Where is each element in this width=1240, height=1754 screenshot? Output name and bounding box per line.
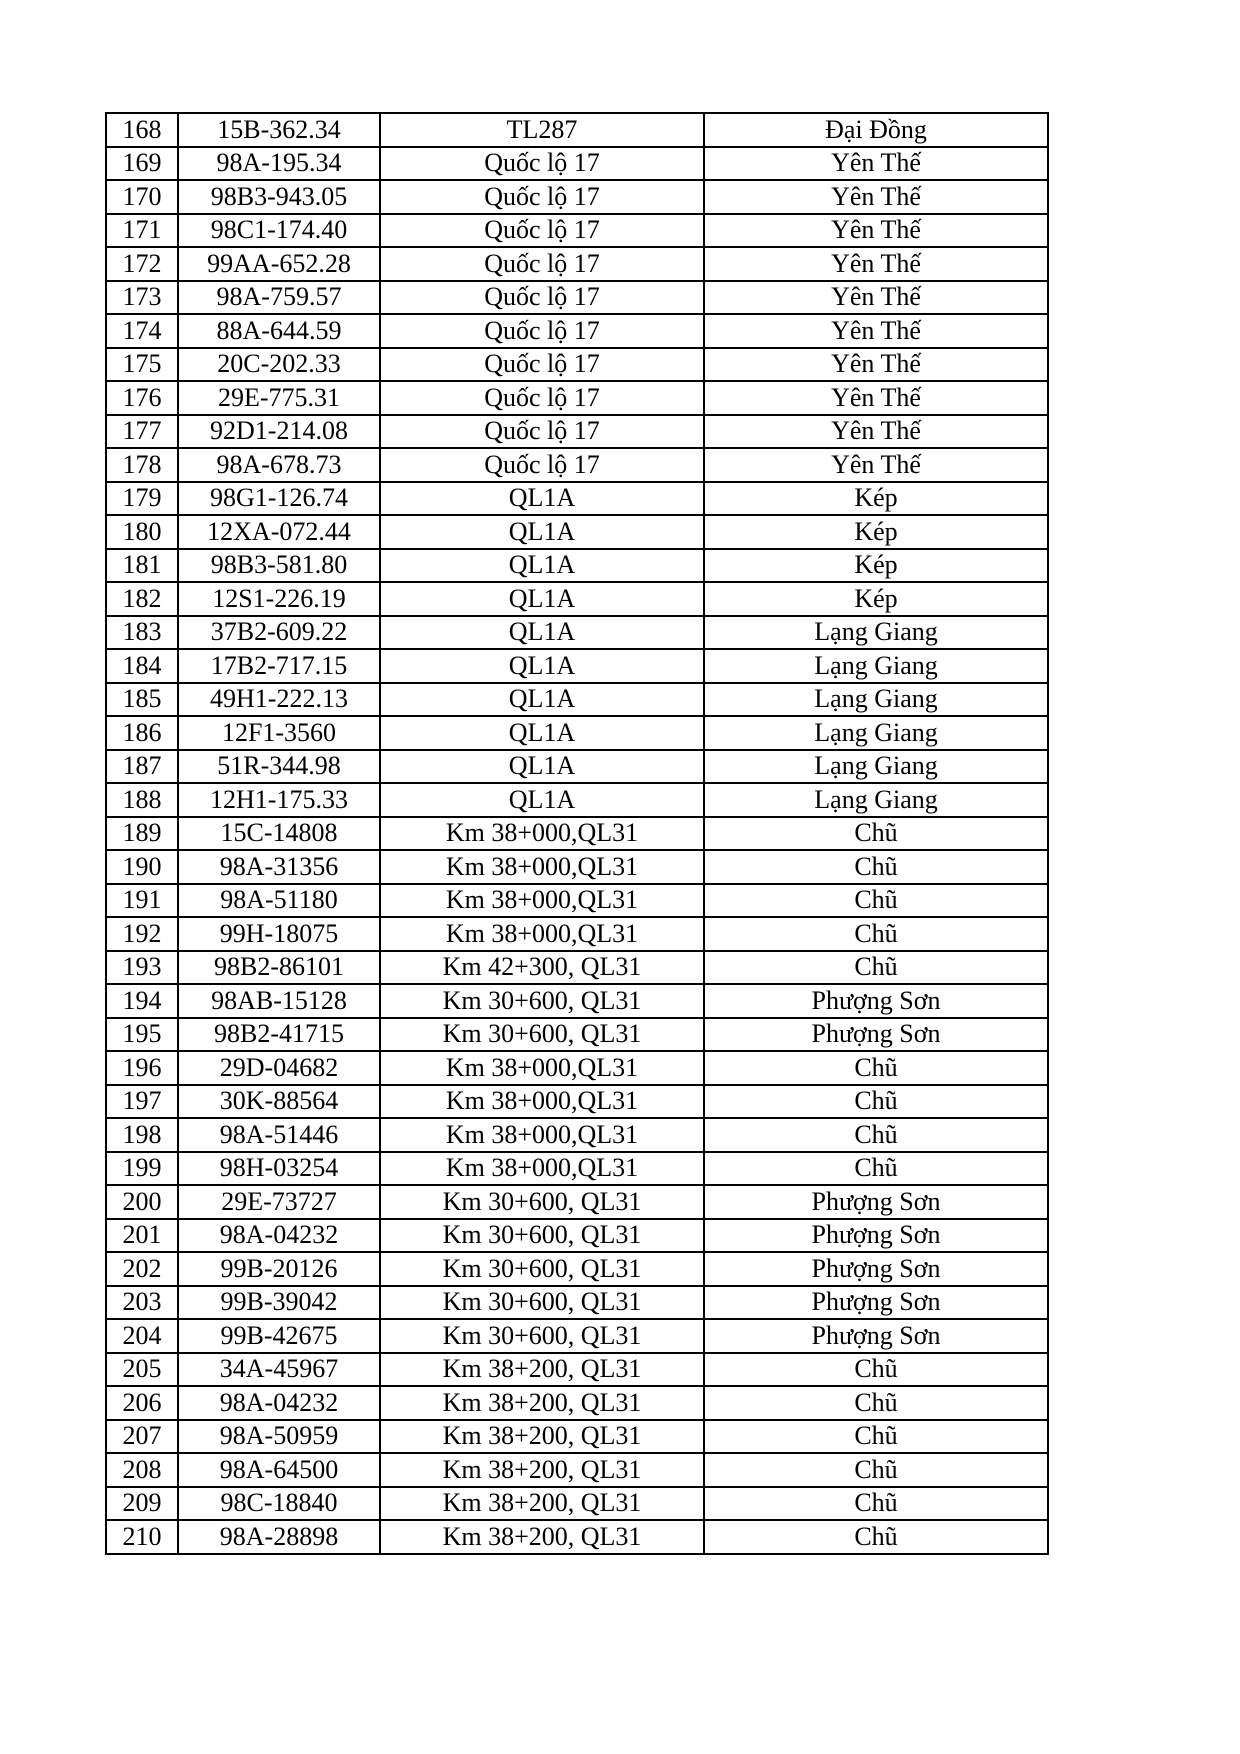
table-row	[106, 649, 1048, 683]
license-plate-cell: 98A-50959	[178, 1420, 380, 1454]
location-cell: Quốc lộ 17	[380, 381, 704, 415]
row-number-cell: 168	[106, 113, 178, 147]
table-row	[106, 1319, 1048, 1353]
area-cell: Chũ	[704, 1420, 1048, 1454]
license-plate-cell: 98A-195.34	[178, 147, 380, 181]
row-number-cell: 195	[106, 1018, 178, 1052]
area-cell: Yên Thế	[704, 214, 1048, 248]
area-cell: Chũ	[704, 917, 1048, 951]
area-cell: Lạng Giang	[704, 649, 1048, 683]
location-cell: QL1A	[380, 582, 704, 616]
table-row	[106, 917, 1048, 951]
row-number-cell: 207	[106, 1420, 178, 1454]
row-number-cell: 169	[106, 147, 178, 181]
license-plate-cell: 98G1-126.74	[178, 482, 380, 516]
license-plate-cell: 37B2-609.22	[178, 616, 380, 650]
table-row	[106, 381, 1048, 415]
area-cell: Lạng Giang	[704, 616, 1048, 650]
area-cell: Kép	[704, 549, 1048, 583]
row-number-cell: 205	[106, 1353, 178, 1387]
area-cell: Chũ	[704, 884, 1048, 918]
location-cell: QL1A	[380, 683, 704, 717]
location-cell: Km 38+000,QL31	[380, 817, 704, 851]
location-cell: Km 30+600, QL31	[380, 1185, 704, 1219]
area-cell: Yên Thế	[704, 381, 1048, 415]
area-cell: Lạng Giang	[704, 783, 1048, 817]
area-cell: Chũ	[704, 1051, 1048, 1085]
table-row	[106, 817, 1048, 851]
table-row	[106, 482, 1048, 516]
license-plate-cell: 98H-03254	[178, 1152, 380, 1186]
license-plate-cell: 51R-344.98	[178, 750, 380, 784]
area-cell: Chũ	[704, 850, 1048, 884]
license-plate-cell: 29E-775.31	[178, 381, 380, 415]
license-plate-cell: 15B-362.34	[178, 113, 380, 147]
area-cell: Yên Thế	[704, 147, 1048, 181]
table-row	[106, 147, 1048, 181]
location-cell: Km 38+000,QL31	[380, 1152, 704, 1186]
license-plate-cell: 20C-202.33	[178, 348, 380, 382]
row-number-cell: 189	[106, 817, 178, 851]
license-plate-cell: 17B2-717.15	[178, 649, 380, 683]
license-plate-cell: 98A-51446	[178, 1118, 380, 1152]
row-number-cell: 184	[106, 649, 178, 683]
area-cell: Yên Thế	[704, 314, 1048, 348]
table-row	[106, 1487, 1048, 1521]
row-number-cell: 192	[106, 917, 178, 951]
license-plate-cell: 29E-73727	[178, 1185, 380, 1219]
location-cell: Km 30+600, QL31	[380, 1018, 704, 1052]
vehicle-records-table	[105, 112, 1049, 1555]
row-number-cell: 187	[106, 750, 178, 784]
area-cell: Phượng Sơn	[704, 1319, 1048, 1353]
location-cell: Km 38+200, QL31	[380, 1520, 704, 1554]
area-cell: Kép	[704, 515, 1048, 549]
license-plate-cell: 88A-644.59	[178, 314, 380, 348]
row-number-cell: 180	[106, 515, 178, 549]
license-plate-cell: 99AA-652.28	[178, 247, 380, 281]
area-cell: Phượng Sơn	[704, 1219, 1048, 1253]
table-row	[106, 415, 1048, 449]
location-cell: Km 38+200, QL31	[380, 1487, 704, 1521]
row-number-cell: 209	[106, 1487, 178, 1521]
license-plate-cell: 98A-31356	[178, 850, 380, 884]
location-cell: QL1A	[380, 750, 704, 784]
row-number-cell: 197	[106, 1085, 178, 1119]
row-number-cell: 199	[106, 1152, 178, 1186]
location-cell: Km 38+000,QL31	[380, 1085, 704, 1119]
license-plate-cell: 98B2-86101	[178, 951, 380, 985]
area-cell: Kép	[704, 482, 1048, 516]
row-number-cell: 188	[106, 783, 178, 817]
location-cell: Quốc lộ 17	[380, 348, 704, 382]
location-cell: Km 38+200, QL31	[380, 1420, 704, 1454]
row-number-cell: 200	[106, 1185, 178, 1219]
area-cell: Yên Thế	[704, 247, 1048, 281]
location-cell: Quốc lộ 17	[380, 281, 704, 315]
table-row	[106, 348, 1048, 382]
table-row	[106, 783, 1048, 817]
location-cell: QL1A	[380, 716, 704, 750]
license-plate-cell: 49H1-222.13	[178, 683, 380, 717]
row-number-cell: 201	[106, 1219, 178, 1253]
location-cell: Km 38+000,QL31	[380, 884, 704, 918]
location-cell: Km 30+600, QL31	[380, 1319, 704, 1353]
table-row	[106, 716, 1048, 750]
row-number-cell: 186	[106, 716, 178, 750]
license-plate-cell: 98C1-174.40	[178, 214, 380, 248]
table-row	[106, 247, 1048, 281]
license-plate-cell: 99B-20126	[178, 1252, 380, 1286]
table-row	[106, 113, 1048, 147]
table-row	[106, 1252, 1048, 1286]
table-row	[106, 850, 1048, 884]
license-plate-cell: 12XA-072.44	[178, 515, 380, 549]
row-number-cell: 177	[106, 415, 178, 449]
row-number-cell: 175	[106, 348, 178, 382]
location-cell: QL1A	[380, 649, 704, 683]
table-row	[106, 951, 1048, 985]
row-number-cell: 178	[106, 448, 178, 482]
license-plate-cell: 29D-04682	[178, 1051, 380, 1085]
row-number-cell: 193	[106, 951, 178, 985]
row-number-cell: 171	[106, 214, 178, 248]
area-cell: Chũ	[704, 1520, 1048, 1554]
license-plate-cell: 98A-04232	[178, 1386, 380, 1420]
row-number-cell: 196	[106, 1051, 178, 1085]
location-cell: Quốc lộ 17	[380, 448, 704, 482]
area-cell: Phượng Sơn	[704, 1252, 1048, 1286]
license-plate-cell: 15C-14808	[178, 817, 380, 851]
table-row	[106, 1018, 1048, 1052]
table-row	[106, 448, 1048, 482]
license-plate-cell: 98B3-943.05	[178, 180, 380, 214]
area-cell: Lạng Giang	[704, 716, 1048, 750]
license-plate-cell: 98A-64500	[178, 1453, 380, 1487]
table-row	[106, 1386, 1048, 1420]
license-plate-cell: 92D1-214.08	[178, 415, 380, 449]
row-number-cell: 174	[106, 314, 178, 348]
table-row	[106, 1353, 1048, 1387]
license-plate-cell: 12H1-175.33	[178, 783, 380, 817]
location-cell: QL1A	[380, 549, 704, 583]
area-cell: Yên Thế	[704, 348, 1048, 382]
table-row	[106, 1286, 1048, 1320]
license-plate-cell: 98B2-41715	[178, 1018, 380, 1052]
area-cell: Phượng Sơn	[704, 1286, 1048, 1320]
table-row	[106, 1520, 1048, 1554]
table-row	[106, 1219, 1048, 1253]
location-cell: Quốc lộ 17	[380, 214, 704, 248]
area-cell: Lạng Giang	[704, 683, 1048, 717]
area-cell: Lạng Giang	[704, 750, 1048, 784]
row-number-cell: 210	[106, 1520, 178, 1554]
location-cell: Km 38+200, QL31	[380, 1353, 704, 1387]
area-cell: Yên Thế	[704, 448, 1048, 482]
area-cell: Chũ	[704, 1386, 1048, 1420]
area-cell: Phượng Sơn	[704, 984, 1048, 1018]
row-number-cell: 203	[106, 1286, 178, 1320]
license-plate-cell: 99B-39042	[178, 1286, 380, 1320]
area-cell: Kép	[704, 582, 1048, 616]
location-cell: Km 30+600, QL31	[380, 1286, 704, 1320]
records-table-body	[106, 113, 1048, 1554]
area-cell: Chũ	[704, 1353, 1048, 1387]
location-cell: Km 38+200, QL31	[380, 1453, 704, 1487]
table-row	[106, 281, 1048, 315]
license-plate-cell: 98B3-581.80	[178, 549, 380, 583]
location-cell: Quốc lộ 17	[380, 147, 704, 181]
location-cell: QL1A	[380, 515, 704, 549]
area-cell: Chũ	[704, 951, 1048, 985]
row-number-cell: 181	[106, 549, 178, 583]
license-plate-cell: 99H-18075	[178, 917, 380, 951]
location-cell: Km 38+000,QL31	[380, 1051, 704, 1085]
location-cell: Km 38+200, QL31	[380, 1386, 704, 1420]
row-number-cell: 202	[106, 1252, 178, 1286]
row-number-cell: 191	[106, 884, 178, 918]
license-plate-cell: 98AB-15128	[178, 984, 380, 1018]
row-number-cell: 208	[106, 1453, 178, 1487]
table-row	[106, 884, 1048, 918]
area-cell: Chũ	[704, 1152, 1048, 1186]
location-cell: Km 38+000,QL31	[380, 850, 704, 884]
row-number-cell: 206	[106, 1386, 178, 1420]
table-row	[106, 1185, 1048, 1219]
license-plate-cell: 98A-28898	[178, 1520, 380, 1554]
license-plate-cell: 98A-678.73	[178, 448, 380, 482]
area-cell: Phượng Sơn	[704, 1185, 1048, 1219]
row-number-cell: 183	[106, 616, 178, 650]
license-plate-cell: 30K-88564	[178, 1085, 380, 1119]
location-cell: Quốc lộ 17	[380, 247, 704, 281]
table-row	[106, 1453, 1048, 1487]
location-cell: Quốc lộ 17	[380, 180, 704, 214]
area-cell: Yên Thế	[704, 180, 1048, 214]
table-row	[106, 549, 1048, 583]
license-plate-cell: 98A-04232	[178, 1219, 380, 1253]
license-plate-cell: 98C-18840	[178, 1487, 380, 1521]
area-cell: Yên Thế	[704, 281, 1048, 315]
table-row	[106, 616, 1048, 650]
location-cell: Km 38+000,QL31	[380, 917, 704, 951]
area-cell: Yên Thế	[704, 415, 1048, 449]
location-cell: Km 30+600, QL31	[380, 984, 704, 1018]
location-cell: Km 30+600, QL31	[380, 1252, 704, 1286]
table-row	[106, 984, 1048, 1018]
table-row	[106, 214, 1048, 248]
row-number-cell: 179	[106, 482, 178, 516]
row-number-cell: 198	[106, 1118, 178, 1152]
license-plate-cell: 12F1-3560	[178, 716, 380, 750]
area-cell: Phượng Sơn	[704, 1018, 1048, 1052]
location-cell: TL287	[380, 113, 704, 147]
area-cell: Chũ	[704, 1487, 1048, 1521]
table-row	[106, 750, 1048, 784]
area-cell: Chũ	[704, 817, 1048, 851]
location-cell: QL1A	[380, 616, 704, 650]
row-number-cell: 185	[106, 683, 178, 717]
location-cell: Quốc lộ 17	[380, 415, 704, 449]
location-cell: QL1A	[380, 783, 704, 817]
table-row	[106, 683, 1048, 717]
table-row	[106, 1420, 1048, 1454]
row-number-cell: 170	[106, 180, 178, 214]
table-row	[106, 515, 1048, 549]
table-row	[106, 582, 1048, 616]
table-row	[106, 1051, 1048, 1085]
area-cell: Đại Đồng	[704, 113, 1048, 147]
table-row	[106, 1118, 1048, 1152]
row-number-cell: 172	[106, 247, 178, 281]
location-cell: Quốc lộ 17	[380, 314, 704, 348]
location-cell: Km 30+600, QL31	[380, 1219, 704, 1253]
license-plate-cell: 98A-759.57	[178, 281, 380, 315]
table-row	[106, 1152, 1048, 1186]
table-row	[106, 1085, 1048, 1119]
row-number-cell: 182	[106, 582, 178, 616]
row-number-cell: 176	[106, 381, 178, 415]
location-cell: QL1A	[380, 482, 704, 516]
row-number-cell: 173	[106, 281, 178, 315]
area-cell: Chũ	[704, 1085, 1048, 1119]
area-cell: Chũ	[704, 1453, 1048, 1487]
row-number-cell: 190	[106, 850, 178, 884]
location-cell: Km 38+000,QL31	[380, 1118, 704, 1152]
license-plate-cell: 99B-42675	[178, 1319, 380, 1353]
area-cell: Chũ	[704, 1118, 1048, 1152]
license-plate-cell: 34A-45967	[178, 1353, 380, 1387]
table-row	[106, 180, 1048, 214]
row-number-cell: 194	[106, 984, 178, 1018]
row-number-cell: 204	[106, 1319, 178, 1353]
location-cell: Km 42+300, QL31	[380, 951, 704, 985]
license-plate-cell: 98A-51180	[178, 884, 380, 918]
license-plate-cell: 12S1-226.19	[178, 582, 380, 616]
table-row	[106, 314, 1048, 348]
